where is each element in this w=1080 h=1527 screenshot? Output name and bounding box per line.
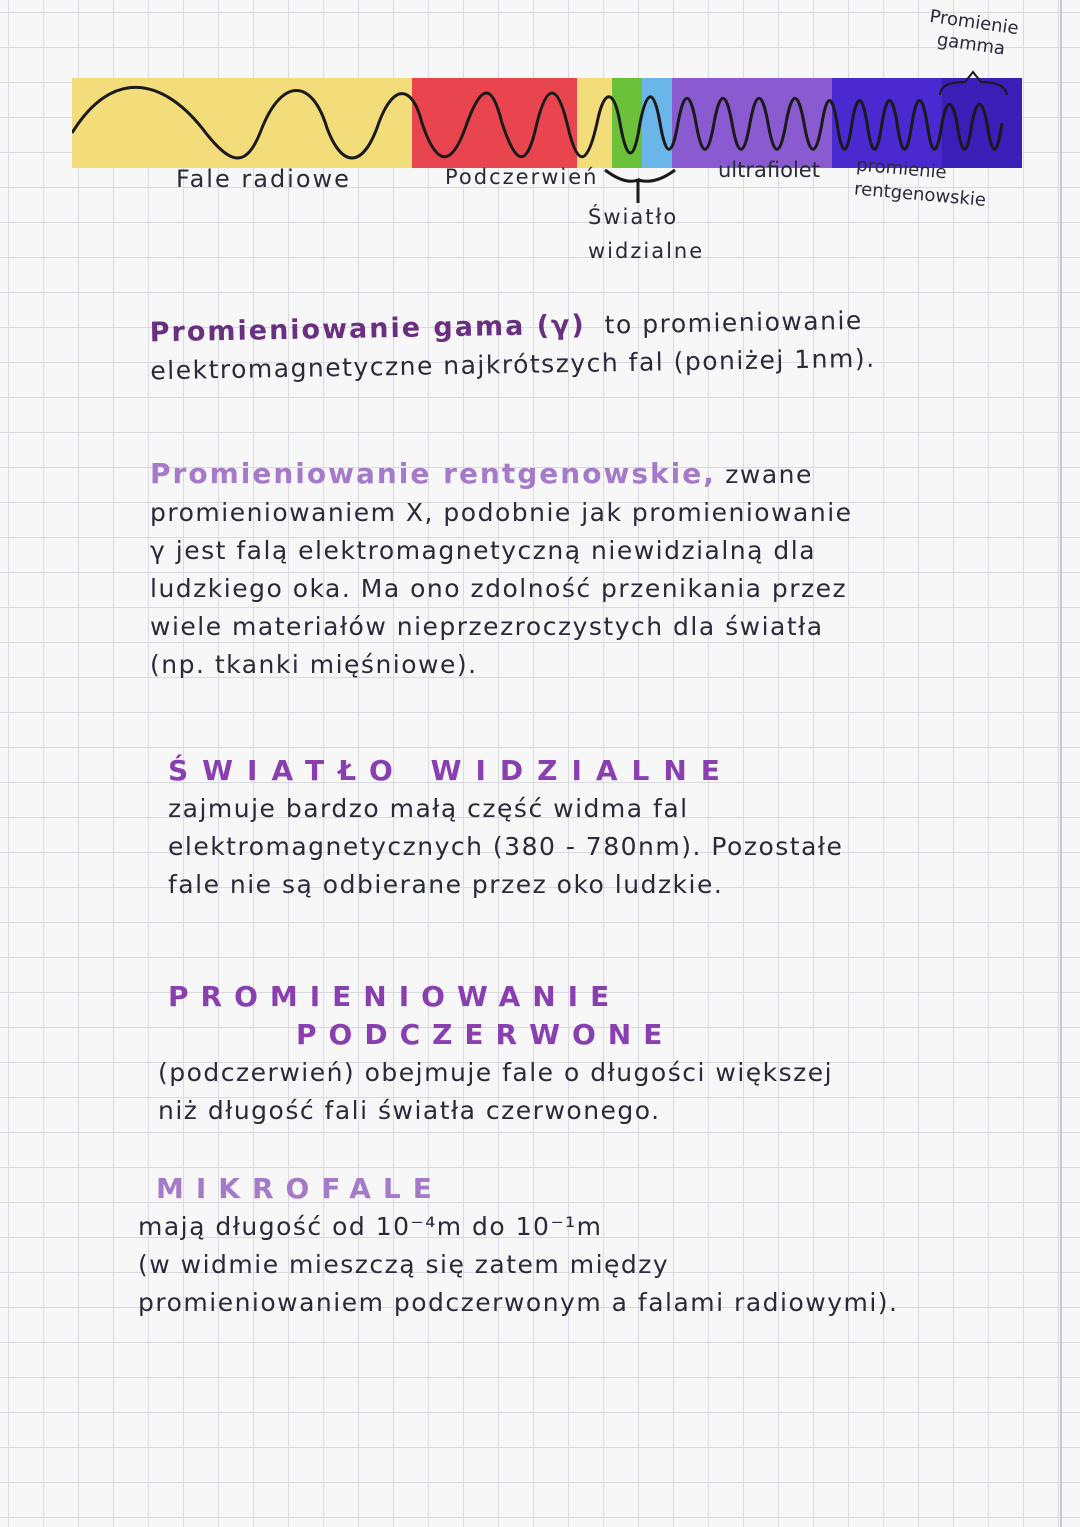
xray-line: γ jest falą elektromagnetyczną niewidzialną dla [150,536,817,565]
visible-light-brace-icon [600,165,680,205]
microwave-section [138,1170,899,1322]
xray-line: wiele materiałów nieprzezroczystych dla światła [150,612,824,641]
gamma-brace-icon [935,70,1015,100]
visible-section [168,752,843,904]
xray-title-rest: zwane [725,460,813,489]
visible-line: zajmuje bardzo małą część widma fal [168,794,689,823]
microwave-line: mają długość od 10⁻⁴m do 10⁻¹m [138,1212,603,1241]
microwave-line: (w widmie mieszczą się zatem między [138,1250,670,1279]
microwave-line: promieniowaniem podczerwonym a falami radiowymi). [138,1288,899,1317]
xray-section [150,455,853,684]
xray-line: promieniowaniem X, podobnie jak promieniowanie [150,498,853,527]
infrared-title-2: PODCZERWONE [296,1018,675,1051]
xray-line: (np. tkanki mięśniowe). [150,650,478,679]
label-visible-light: Światło widzialne [588,205,705,263]
gamma-line1: to promieniowanie [604,305,864,340]
label-radio-waves: Fale radiowe [176,165,351,193]
notebook-margin [1060,0,1062,1527]
visible-line: elektromagnetycznych (380 - 780nm). Pozostałe [168,832,844,861]
label-infrared: Podczerwień [445,165,599,189]
label-gamma: Promienie gamma [928,5,1020,60]
gamma-section [149,302,875,391]
gamma-title: Promieniowanie gama (γ) [149,309,587,349]
label-xray: promienie rentgenowskie [853,154,987,211]
xray-line: ludzkiego oka. Ma ono zdolność przenikania przez [150,574,848,603]
infrared-title-1: PROMIENIOWANIE [168,980,622,1013]
visible-line: fale nie są odbierane przez oko ludzkie. [168,870,724,899]
label-ultraviolet: ultrafiolet [718,158,820,182]
gamma-line2: elektromagnetyczne najkrótszych fal (poniżej 1nm). [150,343,876,386]
infrared-line: niż długość fali światła czerwonego. [158,1096,661,1125]
microwave-title: MIKROFALE [156,1172,444,1205]
visible-title: ŚWIATŁO WIDZIALNE [168,754,734,787]
infrared-line: (podczerwień) obejmuje fale o długości większej [158,1058,834,1087]
xray-title: Promieniowanie rentgenowskie, [150,457,716,490]
infrared-section [158,978,833,1130]
